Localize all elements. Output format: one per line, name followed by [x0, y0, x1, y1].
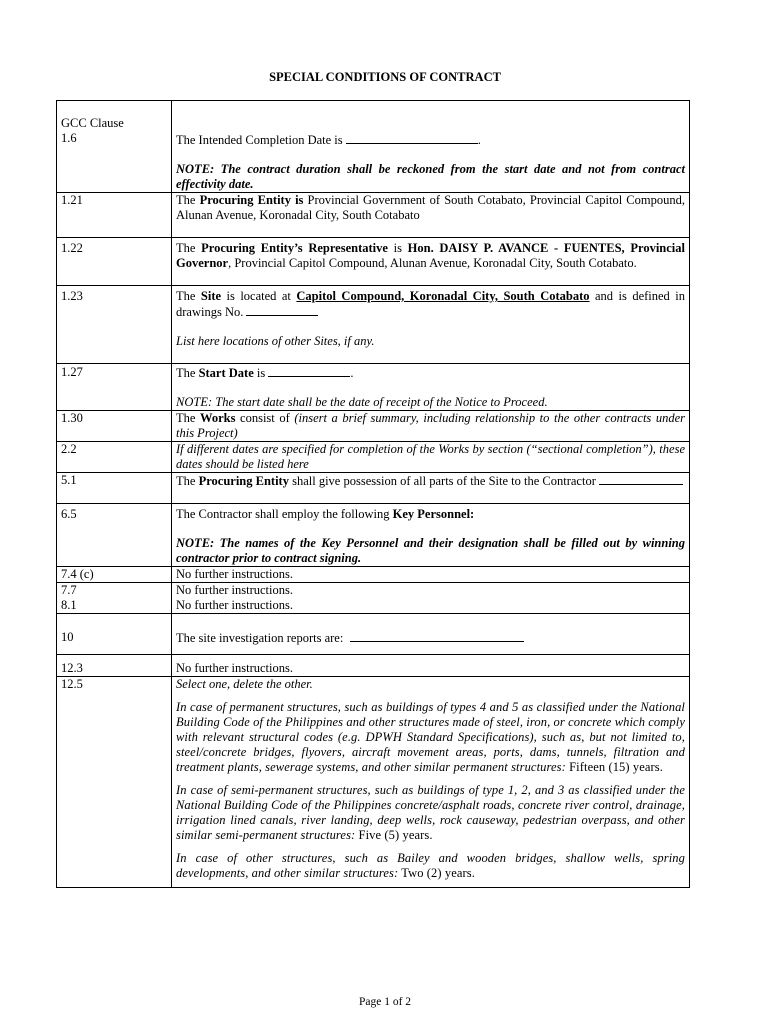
table-row: [57, 655, 690, 677]
site-text: The Site is located at Capitol Compound, Koronadal City, South Cotabato and is defined in drawings No.: [176, 289, 685, 319]
table-row: [57, 473, 690, 504]
clause-cell: [57, 655, 172, 677]
condition-cell: [172, 655, 690, 677]
instruction-text: No further instructions.: [176, 661, 293, 675]
clause-number: 7.7: [61, 583, 77, 597]
semi-permanent-structures-text: In case of semi-permanent structures, such as buildings of type 1, 2, and 3 as classified under the National Building Code of the Philippines concrete/asphalt roads, concrete river control, drainage, irrigation lined canals, river landing, deep wells, rock causeway, pedestrian overpass, and other similar semi-permanent structures: Five (5) years.: [176, 783, 685, 842]
table-row: [57, 238, 690, 286]
clause-number: 1.21: [57, 193, 172, 238]
table-row: [57, 193, 690, 238]
select-instruction: Select one, delete the other.: [176, 677, 313, 691]
condition-cell: [172, 677, 690, 888]
condition-cell: [172, 193, 690, 238]
table-row: [57, 442, 690, 473]
clause-number: 8.1: [61, 598, 77, 612]
table-row: [57, 364, 690, 411]
start-date-blank[interactable]: [268, 365, 350, 377]
procuring-entity-text: The Procuring Entity is Provincial Government of South Cotabato, Provincial Capitol Compound, Alunan Avenue, Koronadal City, South Cotabato: [176, 193, 685, 222]
table-row: [57, 583, 690, 614]
condition-cell: [172, 411, 690, 442]
conditions-table: [56, 100, 690, 888]
condition-cell: [172, 504, 690, 567]
condition-cell: [172, 567, 690, 583]
other-sites-note: List here locations of other Sites, if any.: [176, 334, 375, 348]
instruction-text: No further instructions.: [176, 583, 293, 597]
table-row: [57, 567, 690, 583]
clause-number: 2.2: [57, 442, 172, 473]
condition-cell: [172, 101, 690, 193]
completion-date-blank[interactable]: [346, 132, 478, 144]
condition-cell: [172, 238, 690, 286]
document-title: SPECIAL CONDITIONS OF CONTRACT: [269, 70, 501, 84]
start-date-line: The Start Date is .: [176, 366, 354, 380]
completion-note: NOTE: The contract duration shall be reckoned from the start date and not from contract effectivity date.: [176, 162, 685, 191]
condition-cell: [172, 286, 690, 364]
clause-cell: [57, 567, 172, 583]
possession-blank[interactable]: [599, 473, 683, 485]
key-personnel-line: The Contractor shall employ the following Key Personnel:: [176, 507, 475, 521]
table-row: [57, 101, 690, 193]
condition-cell: [172, 614, 690, 655]
completion-date-line: The Intended Completion Date is .: [176, 133, 481, 147]
representative-text: The Procuring Entity’s Representative is Hon. DAISY P. AVANCE - FUENTES, Provincial Governor, Provincial Capitol Compound, Alunan Avenue, Koronadal City, South Cotabato.: [176, 241, 685, 270]
clause-number: 1.30: [57, 411, 172, 442]
clause-number: 12.3: [61, 661, 83, 675]
site-investigation-line: The site investigation reports are:: [176, 630, 685, 646]
key-personnel-note: NOTE: The names of the Key Personnel and their designation shall be filled out by winning contractor prior to contract signing.: [176, 536, 685, 565]
site-investigation-blank[interactable]: [350, 630, 524, 642]
clause-cell: [57, 583, 172, 614]
start-date-note: NOTE: The start date shall be the date of receipt of the Notice to Proceed.: [176, 395, 548, 409]
sectional-completion-note: If different dates are specified for completion of the Works by section (“sectional completion”), these dates should be listed here: [176, 442, 685, 471]
table-row: [57, 614, 690, 655]
condition-cell: [172, 583, 690, 614]
clause-number: 10: [57, 614, 172, 655]
clause-cell: [57, 101, 172, 193]
clause-number: 7.4 (c): [61, 567, 94, 581]
table-row: [57, 677, 690, 888]
page-number: Page 1 of 2: [358, 996, 412, 1008]
clause-number: 6.5: [57, 504, 172, 567]
instruction-text: No further instructions.: [176, 567, 293, 581]
condition-cell: [172, 364, 690, 411]
drawings-number-blank[interactable]: [246, 304, 318, 316]
condition-cell: [172, 442, 690, 473]
table-row: [57, 411, 690, 442]
clause-number: 1.6: [61, 131, 77, 145]
clause-number: 12.5: [57, 677, 172, 888]
clause-number: 1.23: [57, 286, 172, 364]
permanent-structures-text: In case of permanent structures, such as buildings of types 4 and 5 as classified under the National Building Code of the Philippines and other structures made of steel, iron, or concrete which comply with relevant structural codes (e.g. DPWH Standard Specifications), such as, but not limited to, steel/concrete bridges, flyovers, aircraft movement areas, ports, dams, tunnels, filtration and treatment plants, sewerage systems, and other similar permanent structures: Fifteen (15) years.: [176, 700, 685, 774]
site-location: Capitol Compound, Koronadal City, South Cotabato: [296, 289, 590, 303]
possession-text: The Procuring Entity shall give possession of all parts of the Site to the Contractor: [176, 473, 685, 489]
table-row: [57, 286, 690, 364]
clause-number: 1.22: [57, 238, 172, 286]
clause-number: 5.1: [57, 473, 172, 504]
instruction-text: No further instructions.: [176, 598, 293, 612]
other-structures-text: In case of other structures, such as Bailey and wooden bridges, shallow wells, spring developments, and other similar structures: Two (2) years.: [176, 851, 685, 880]
clause-header: GCC Clause: [61, 116, 124, 130]
table-row: [57, 504, 690, 567]
works-text: The Works consist of (insert a brief summary, including relationship to the other contracts under this Project): [176, 411, 686, 440]
condition-cell: [172, 473, 690, 504]
clause-number: 1.27: [57, 364, 172, 411]
